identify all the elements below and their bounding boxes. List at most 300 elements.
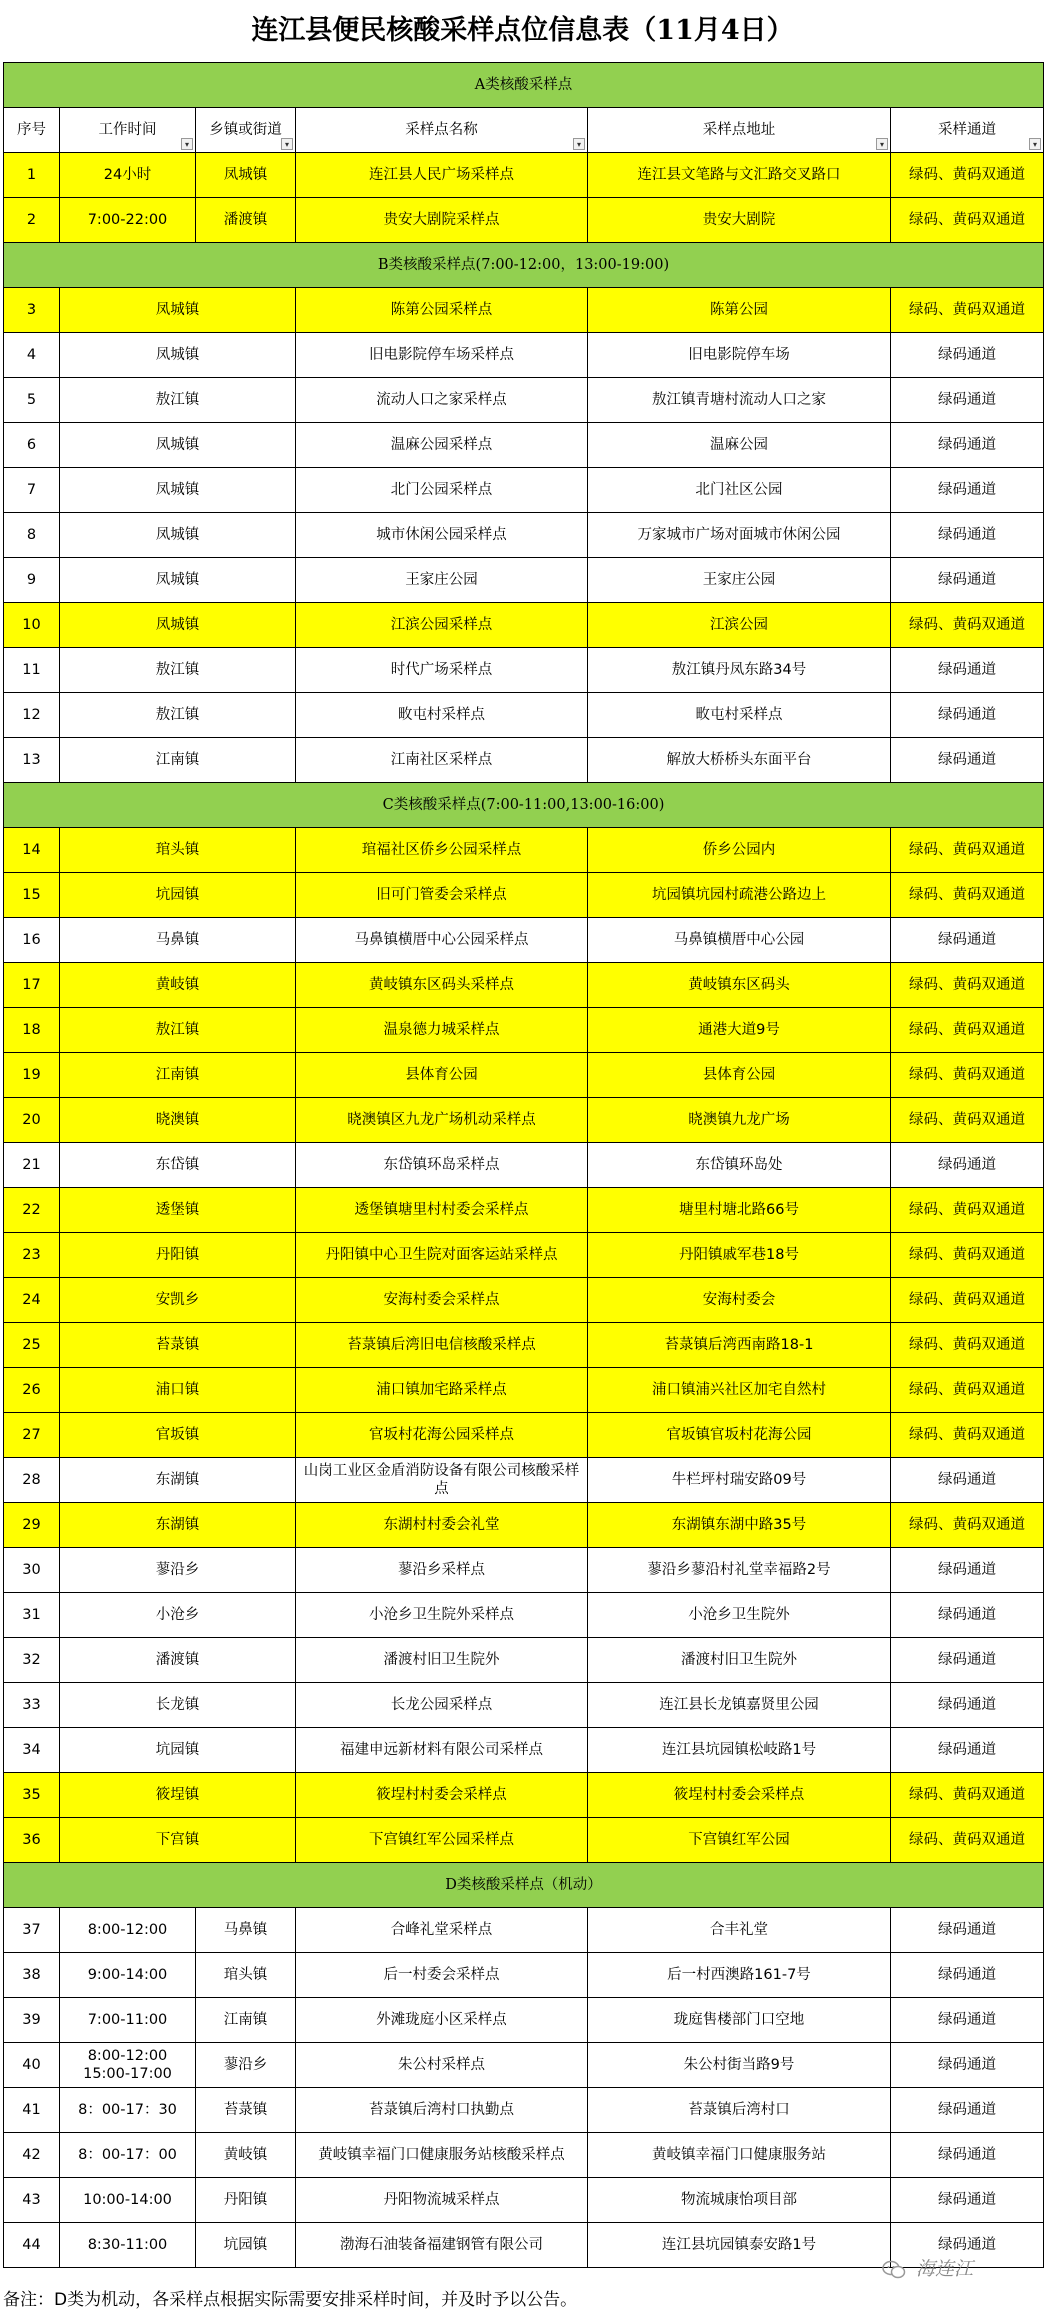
channel-type: 绿码通道 — [891, 2178, 1044, 2223]
row-number: 31 — [4, 1593, 60, 1638]
column-header-label: 采样点地址 — [702, 122, 776, 138]
channel-type: 绿码通道 — [891, 468, 1044, 513]
site-name: 旧可门管委会采样点 — [296, 873, 588, 918]
town-name: 下宫镇 — [60, 1818, 296, 1863]
row-number: 32 — [4, 1638, 60, 1683]
site-name: 畋屯村采样点 — [296, 693, 588, 738]
site-address: 万家城市广场对面城市休闲公园 — [588, 513, 891, 558]
site-address: 连江县文笔路与文汇路交叉路口 — [588, 153, 891, 198]
site-address: 丹阳镇戚军巷18号 — [588, 1233, 891, 1278]
row-number: 3 — [4, 288, 60, 333]
work-time: 10:00-14:00 — [60, 2178, 196, 2223]
site-name: 北门公园采样点 — [296, 468, 588, 513]
channel-type: 绿码通道 — [891, 1908, 1044, 1953]
row-number: 18 — [4, 1008, 60, 1053]
table-row — [4, 1638, 1044, 1683]
town-name: 浦口镇 — [60, 1368, 296, 1413]
channel-type: 绿码、黄码双通道 — [891, 1233, 1044, 1278]
column-header-label: 乡镇或街道 — [209, 122, 282, 138]
site-name: 贵安大剧院采样点 — [296, 198, 588, 243]
channel-type: 绿码通道 — [891, 918, 1044, 963]
channel-type: 绿码、黄码双通道 — [891, 1818, 1044, 1863]
site-name: 官坂村花海公园采样点 — [296, 1413, 588, 1458]
table-row — [4, 1458, 1044, 1503]
site-name: 晓澳镇区九龙广场机动采样点 — [296, 1098, 588, 1143]
site-name: 黄岐镇幸福门口健康服务站核酸采样点 — [296, 2133, 588, 2178]
site-name: 流动人口之家采样点 — [296, 378, 588, 423]
site-name: 丹阳物流城采样点 — [296, 2178, 588, 2223]
site-name: 江滨公园采样点 — [296, 603, 588, 648]
site-address: 侨乡公园内 — [588, 828, 891, 873]
site-name: 琯福社区侨乡公园采样点 — [296, 828, 588, 873]
section-title: D类核酸采样点（机动） — [4, 1863, 1044, 1908]
row-number: 16 — [4, 918, 60, 963]
section-title: B类核酸采样点(7:00-12:00，13:00-19:00) — [4, 243, 1044, 288]
channel-type: 绿码、黄码双通道 — [891, 1368, 1044, 1413]
site-name: 苔菉镇后湾村口执勤点 — [296, 2088, 588, 2133]
table-row — [4, 918, 1044, 963]
site-address: 后一村西澳路161-7号 — [588, 1953, 891, 1998]
table-row — [4, 1683, 1044, 1728]
filter-dropdown-icon[interactable]: ▾ — [573, 138, 585, 150]
town-name: 筱埕镇 — [60, 1773, 296, 1818]
watermark-text: 海连江 — [916, 2258, 974, 2280]
row-number: 34 — [4, 1728, 60, 1773]
town-name: 苔菉镇 — [60, 1323, 296, 1368]
table-row — [4, 648, 1044, 693]
town-name: 凤城镇 — [60, 603, 296, 648]
table-row — [4, 1908, 1044, 1953]
channel-type: 绿码、黄码双通道 — [891, 963, 1044, 1008]
town-name: 马鼻镇 — [60, 918, 296, 963]
channel-type: 绿码、黄码双通道 — [891, 603, 1044, 648]
section-header — [4, 63, 1044, 108]
site-address: 敖江镇青塘村流动人口之家 — [588, 378, 891, 423]
row-number: 12 — [4, 693, 60, 738]
site-address: 浦口镇浦兴社区加宅自然村 — [588, 1368, 891, 1413]
site-address: 蓼沿乡蓼沿村礼堂幸福路2号 — [588, 1548, 891, 1593]
site-name: 长龙公园采样点 — [296, 1683, 588, 1728]
filter-dropdown-icon[interactable]: ▾ — [181, 138, 193, 150]
site-address: 官坂镇官坂村花海公园 — [588, 1413, 891, 1458]
site-name: 下宫镇红军公园采样点 — [296, 1818, 588, 1863]
site-name: 温泉德力城采样点 — [296, 1008, 588, 1053]
site-name: 透堡镇塘里村村委会采样点 — [296, 1188, 588, 1233]
channel-type: 绿码、黄码双通道 — [891, 1008, 1044, 1053]
site-address: 县体育公园 — [588, 1053, 891, 1098]
site-address: 安海村委会 — [588, 1278, 891, 1323]
site-address: 珑庭售楼部门口空地 — [588, 1998, 891, 2043]
page-title: 连江县便民核酸采样点位信息表（11月4日） — [251, 15, 794, 46]
town-name: 东岱镇 — [60, 1143, 296, 1188]
channel-type: 绿码通道 — [891, 1143, 1044, 1188]
site-address: 黄岐镇幸福门口健康服务站 — [588, 2133, 891, 2178]
town-name: 凤城镇 — [60, 558, 296, 603]
table-row — [4, 153, 1044, 198]
site-name: 潘渡村旧卫生院外 — [296, 1638, 588, 1683]
channel-type: 绿码、黄码双通道 — [891, 828, 1044, 873]
site-address: 东湖镇东湖中路35号 — [588, 1503, 891, 1548]
channel-type: 绿码通道 — [891, 423, 1044, 468]
site-address: 潘渡村旧卫生院外 — [588, 1638, 891, 1683]
channel-type: 绿码、黄码双通道 — [891, 1413, 1044, 1458]
channel-type: 绿码通道 — [891, 1458, 1044, 1503]
channel-type: 绿码、黄码双通道 — [891, 288, 1044, 333]
site-name: 时代广场采样点 — [296, 648, 588, 693]
site-name: 陈第公园采样点 — [296, 288, 588, 333]
filter-dropdown-icon[interactable]: ▾ — [281, 138, 293, 150]
town-name: 晓澳镇 — [60, 1098, 296, 1143]
table-row — [4, 288, 1044, 333]
channel-type: 绿码通道 — [891, 1593, 1044, 1638]
site-address: 敖江镇丹凤东路34号 — [588, 648, 891, 693]
column-header-label: 工作时间 — [98, 122, 157, 138]
column-header — [891, 108, 1044, 153]
row-number: 35 — [4, 1773, 60, 1818]
work-time: 7:00-11:00 — [60, 1998, 196, 2043]
row-number: 36 — [4, 1818, 60, 1863]
channel-type: 绿码通道 — [891, 1998, 1044, 2043]
channel-type: 绿码通道 — [891, 2088, 1044, 2133]
column-header — [4, 108, 60, 153]
section-title: A类核酸采样点 — [4, 63, 1044, 108]
work-time: 8：00-17：30 — [60, 2088, 196, 2133]
town-name: 凤城镇 — [60, 333, 296, 378]
row-number: 29 — [4, 1503, 60, 1548]
site-address: 牛栏坪村瑞安路09号 — [588, 1458, 891, 1503]
channel-type: 绿码通道 — [891, 333, 1044, 378]
table-row — [4, 558, 1044, 603]
table-row — [4, 1773, 1044, 1818]
wechat-icon — [882, 2260, 906, 2280]
row-number: 41 — [4, 2088, 60, 2133]
site-address: 陈第公园 — [588, 288, 891, 333]
site-address: 畋屯村采样点 — [588, 693, 891, 738]
row-number: 15 — [4, 873, 60, 918]
site-address: 下宫镇红军公园 — [588, 1818, 891, 1863]
section-title: C类核酸采样点(7:00-11:00,13:00-16:00) — [4, 783, 1044, 828]
channel-type: 绿码通道 — [891, 1728, 1044, 1773]
town-name: 琯头镇 — [60, 828, 296, 873]
table-row — [4, 828, 1044, 873]
site-address: 王家庄公园 — [588, 558, 891, 603]
table-row — [4, 2133, 1044, 2178]
channel-type: 绿码通道 — [891, 738, 1044, 783]
town-name: 凤城镇 — [60, 423, 296, 468]
channel-type: 绿码通道 — [891, 513, 1044, 558]
row-number: 20 — [4, 1098, 60, 1143]
site-name: 温麻公园采样点 — [296, 423, 588, 468]
row-number: 24 — [4, 1278, 60, 1323]
site-name: 渤海石油装备福建钢管有限公司 — [296, 2223, 588, 2268]
work-time: 9:00-14:00 — [60, 1953, 196, 1998]
table-row — [4, 1593, 1044, 1638]
table-row — [4, 1188, 1044, 1233]
site-address: 黄岐镇东区码头 — [588, 963, 891, 1008]
channel-type: 绿码、黄码双通道 — [891, 873, 1044, 918]
site-address: 江滨公园 — [588, 603, 891, 648]
town-name: 长龙镇 — [60, 1683, 296, 1728]
row-number: 33 — [4, 1683, 60, 1728]
work-time: 8：00-17：00 — [60, 2133, 196, 2178]
town-name: 潘渡镇 — [60, 1638, 296, 1683]
channel-type: 绿码通道 — [891, 1953, 1044, 1998]
table-row — [4, 378, 1044, 423]
table-row — [4, 873, 1044, 918]
table-row — [4, 1998, 1044, 2043]
table-row — [4, 1233, 1044, 1278]
town-name: 小沧乡 — [60, 1593, 296, 1638]
row-number: 17 — [4, 963, 60, 1008]
channel-type: 绿码通道 — [891, 558, 1044, 603]
row-number: 14 — [4, 828, 60, 873]
town-name: 坑园镇 — [60, 1728, 296, 1773]
section-header — [4, 1863, 1044, 1908]
channel-type: 绿码、黄码双通道 — [891, 1188, 1044, 1233]
footnote: 备注：D类为机动，各采样点根据实际需要安排采样时间，并及时予以公告。 — [3, 2290, 578, 2310]
table-row — [4, 1323, 1044, 1368]
channel-type: 绿码、黄码双通道 — [891, 1503, 1044, 1548]
table-row — [4, 1098, 1044, 1143]
town-name: 坑园镇 — [196, 2223, 296, 2268]
site-name: 福建申远新材料有限公司采样点 — [296, 1728, 588, 1773]
channel-type: 绿码、黄码双通道 — [891, 1098, 1044, 1143]
site-name: 朱公村采样点 — [296, 2043, 588, 2088]
site-name: 王家庄公园 — [296, 558, 588, 603]
town-name: 江南镇 — [60, 1053, 296, 1098]
site-name: 黄岐镇东区码头采样点 — [296, 963, 588, 1008]
channel-type: 绿码、黄码双通道 — [891, 198, 1044, 243]
town-name: 透堡镇 — [60, 1188, 296, 1233]
table-row — [4, 1008, 1044, 1053]
town-name: 马鼻镇 — [196, 1908, 296, 1953]
site-name: 筱埕村村委会采样点 — [296, 1773, 588, 1818]
town-name: 敖江镇 — [60, 1008, 296, 1053]
site-address: 东岱镇环岛处 — [588, 1143, 891, 1188]
row-number: 2 — [4, 198, 60, 243]
section-header — [4, 243, 1044, 288]
table-row — [4, 1053, 1044, 1098]
table-row — [4, 2043, 1044, 2088]
table-row — [4, 2088, 1044, 2133]
row-number: 38 — [4, 1953, 60, 1998]
table-row — [4, 1503, 1044, 1548]
site-address: 连江县长龙镇嘉贤里公园 — [588, 1683, 891, 1728]
site-name: 马鼻镇横厝中心公园采样点 — [296, 918, 588, 963]
site-name: 旧电影院停车场采样点 — [296, 333, 588, 378]
town-name: 江南镇 — [196, 1998, 296, 2043]
table-row — [4, 1953, 1044, 1998]
site-address: 连江县坑园镇泰安路1号 — [588, 2223, 891, 2268]
town-name: 敖江镇 — [60, 693, 296, 738]
row-number: 11 — [4, 648, 60, 693]
row-number: 39 — [4, 1998, 60, 2043]
town-name: 琯头镇 — [196, 1953, 296, 1998]
table-row — [4, 1143, 1044, 1188]
channel-type: 绿码通道 — [891, 1638, 1044, 1683]
work-time: 8:00-12:00 15:00-17:00 — [60, 2043, 196, 2088]
site-address: 小沧乡卫生院外 — [588, 1593, 891, 1638]
column-header-label: 采样通道 — [938, 122, 996, 138]
channel-type: 绿码通道 — [891, 1548, 1044, 1593]
town-name: 黄岐镇 — [60, 963, 296, 1008]
column-header — [296, 108, 588, 153]
table-row — [4, 468, 1044, 513]
town-name: 丹阳镇 — [196, 2178, 296, 2223]
site-name: 山岗工业区金盾消防设备有限公司核酸采样点 — [296, 1458, 588, 1503]
site-name: 苔菉镇后湾旧电信核酸采样点 — [296, 1323, 588, 1368]
site-address: 筱埕村村委会采样点 — [588, 1773, 891, 1818]
column-header-label: 采样点名称 — [405, 122, 478, 138]
work-time: 8:30-11:00 — [60, 2223, 196, 2268]
town-name: 安凯乡 — [60, 1278, 296, 1323]
town-name: 苔菉镇 — [196, 2088, 296, 2133]
filter-dropdown-icon[interactable]: ▾ — [1029, 138, 1041, 150]
table-row — [4, 333, 1044, 378]
site-address: 坑园镇坑园村疏港公路边上 — [588, 873, 891, 918]
table-row — [4, 513, 1044, 558]
table-row — [4, 603, 1044, 648]
site-address: 晓澳镇九龙广场 — [588, 1098, 891, 1143]
table-row — [4, 423, 1044, 468]
row-number: 30 — [4, 1548, 60, 1593]
channel-type: 绿码通道 — [891, 1683, 1044, 1728]
site-address: 解放大桥桥头东面平台 — [588, 738, 891, 783]
channel-type: 绿码、黄码双通道 — [891, 1278, 1044, 1323]
watermark — [882, 2254, 1042, 2284]
site-address: 苔菉镇后湾村口 — [588, 2088, 891, 2133]
row-number: 13 — [4, 738, 60, 783]
channel-type: 绿码、黄码双通道 — [891, 153, 1044, 198]
site-name: 江南社区采样点 — [296, 738, 588, 783]
site-name: 城市休闲公园采样点 — [296, 513, 588, 558]
town-name: 敖江镇 — [60, 378, 296, 423]
site-address: 马鼻镇横厝中心公园 — [588, 918, 891, 963]
table-row — [4, 1278, 1044, 1323]
site-address: 连江县坑园镇松岐路1号 — [588, 1728, 891, 1773]
row-number: 19 — [4, 1053, 60, 1098]
work-time: 7:00-22:00 — [60, 198, 196, 243]
row-number: 9 — [4, 558, 60, 603]
site-name: 小沧乡卫生院外采样点 — [296, 1593, 588, 1638]
site-name: 合峰礼堂采样点 — [296, 1908, 588, 1953]
row-number: 7 — [4, 468, 60, 513]
town-name: 黄岐镇 — [196, 2133, 296, 2178]
sampling-sites-table — [3, 62, 1044, 2268]
row-number: 25 — [4, 1323, 60, 1368]
channel-type: 绿码、黄码双通道 — [891, 1323, 1044, 1368]
channel-type: 绿码通道 — [891, 378, 1044, 423]
town-name: 东湖镇 — [60, 1503, 296, 1548]
column-header — [60, 108, 196, 153]
town-name: 东湖镇 — [60, 1458, 296, 1503]
row-number: 1 — [4, 153, 60, 198]
work-time: 8:00-12:00 — [60, 1908, 196, 1953]
channel-type: 绿码通道 — [891, 2043, 1044, 2088]
site-name: 连江县人民广场采样点 — [296, 153, 588, 198]
site-name: 东岱镇环岛采样点 — [296, 1143, 588, 1188]
filter-dropdown-icon[interactable]: ▾ — [876, 138, 888, 150]
table-row — [4, 1818, 1044, 1863]
channel-type: 绿码通道 — [891, 2133, 1044, 2178]
column-header-row — [4, 108, 1044, 153]
town-name: 江南镇 — [60, 738, 296, 783]
table-row — [4, 2178, 1044, 2223]
table-row — [4, 1548, 1044, 1593]
town-name: 凤城镇 — [60, 513, 296, 558]
site-address: 物流城康怡项目部 — [588, 2178, 891, 2223]
row-number: 27 — [4, 1413, 60, 1458]
site-address: 塘里村塘北路66号 — [588, 1188, 891, 1233]
section-header — [4, 783, 1044, 828]
town-name: 凤城镇 — [60, 288, 296, 333]
row-number: 5 — [4, 378, 60, 423]
town-name: 丹阳镇 — [60, 1233, 296, 1278]
town-name: 坑园镇 — [60, 873, 296, 918]
row-number: 37 — [4, 1908, 60, 1953]
channel-type: 绿码、黄码双通道 — [891, 1773, 1044, 1818]
site-address: 通港大道9号 — [588, 1008, 891, 1053]
row-number: 42 — [4, 2133, 60, 2178]
column-header — [588, 108, 891, 153]
table-row — [4, 963, 1044, 1008]
table-row — [4, 693, 1044, 738]
row-number: 43 — [4, 2178, 60, 2223]
column-header — [196, 108, 296, 153]
site-address: 北门社区公园 — [588, 468, 891, 513]
site-name: 后一村委会采样点 — [296, 1953, 588, 1998]
table-row — [4, 1368, 1044, 1413]
channel-type: 绿码通道 — [891, 2223, 1044, 2268]
site-address: 苔菉镇后湾西南路18-1 — [588, 1323, 891, 1368]
row-number: 44 — [4, 2223, 60, 2268]
row-number: 4 — [4, 333, 60, 378]
channel-type: 绿码通道 — [891, 648, 1044, 693]
site-address: 朱公村街当路9号 — [588, 2043, 891, 2088]
site-address: 旧电影院停车场 — [588, 333, 891, 378]
row-number: 28 — [4, 1458, 60, 1503]
site-name: 蓼沿乡采样点 — [296, 1548, 588, 1593]
row-number: 26 — [4, 1368, 60, 1413]
table-row — [4, 198, 1044, 243]
site-name: 东湖村村委会礼堂 — [296, 1503, 588, 1548]
site-name: 外滩珑庭小区采样点 — [296, 1998, 588, 2043]
town-name: 敖江镇 — [60, 648, 296, 693]
row-number: 10 — [4, 603, 60, 648]
row-number: 6 — [4, 423, 60, 468]
row-number: 21 — [4, 1143, 60, 1188]
channel-type: 绿码、黄码双通道 — [891, 1053, 1044, 1098]
table-row — [4, 1413, 1044, 1458]
work-time: 24小时 — [60, 153, 196, 198]
town-name: 官坂镇 — [60, 1413, 296, 1458]
site-address: 贵安大剧院 — [588, 198, 891, 243]
town-name: 凤城镇 — [60, 468, 296, 513]
column-header-label: 序号 — [17, 122, 46, 138]
town-name: 潘渡镇 — [196, 198, 296, 243]
channel-type: 绿码通道 — [891, 693, 1044, 738]
row-number: 22 — [4, 1188, 60, 1233]
town-name: 蓼沿乡 — [60, 1548, 296, 1593]
row-number: 8 — [4, 513, 60, 558]
site-address: 温麻公园 — [588, 423, 891, 468]
table-row — [4, 1728, 1044, 1773]
row-number: 40 — [4, 2043, 60, 2088]
row-number: 23 — [4, 1233, 60, 1278]
site-name: 浦口镇加宅路采样点 — [296, 1368, 588, 1413]
site-name: 县体育公园 — [296, 1053, 588, 1098]
site-name: 安海村委会采样点 — [296, 1278, 588, 1323]
